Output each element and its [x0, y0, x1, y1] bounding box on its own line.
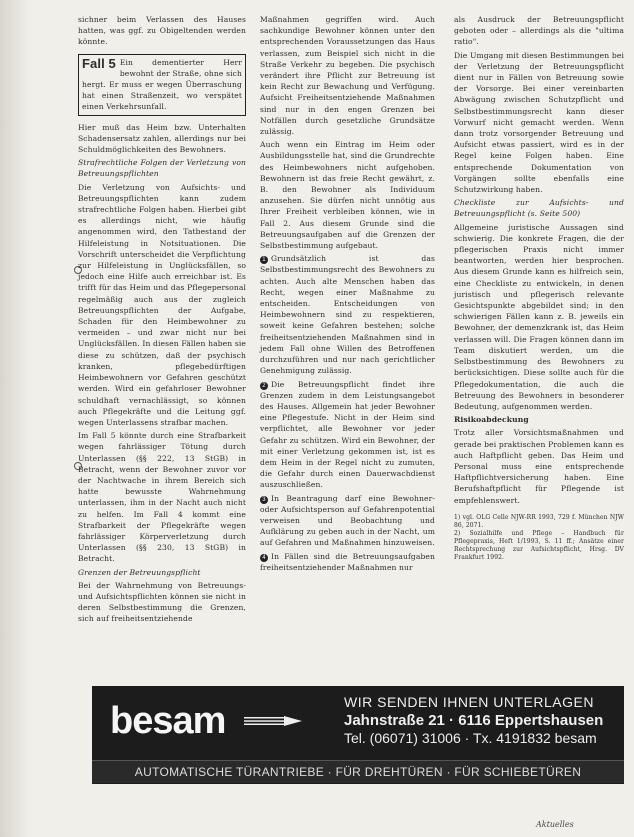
logo-arrow-icon — [244, 716, 304, 726]
case-5-text: Ein dementierter Herr bewohnt der Straße, ohne sich hergt. Er muss er wegen Überraschung hat einen Straßenzeit, wo verspätet einen Verkehrsunfall. — [82, 57, 242, 112]
section-heading: Strafrechtliche Folgen der Verletzung von Betreuungspflichten — [78, 158, 246, 179]
ad-headline: WIR SENDEN IHNEN UNTERLAGEN — [344, 694, 594, 710]
numbered-item-3: 3 In Beantragung darf eine Bewohner- oder Aufsichtsperson auf Gefahrenpotential verweisen und Beobachtung und Aufklärung zu geben auch in der Nacht, um auf Gefahren und Maßnahmen hinzuweisen. — [260, 493, 435, 548]
column-2 — [260, 14, 435, 575]
paragraph: als Ausdruck der Betreuungspflicht geboten oder – allerdings als die "ultima ratio". — [454, 15, 624, 47]
column-3 — [454, 14, 624, 562]
paragraph: Im Fall 5 könnte durch eine Strafbarkeit wegen fahrlässiger Tötung durch Unterlassen (§§ 222, 13 StGB) in Betracht, wenn der Bewohner zuvor vor der Nachtwache in ihrem Bereich sich hatte bewusste Wahrnehmung unterlassen, ihm in der Nacht auch nicht zu helfen. Im Fall 4 kommt eine Strafbarkeit der Pflegekräfte wegen fahrlässiger Körperverletzung durch Unterlassen (§§ 230, 13 StGB) in Betracht. — [78, 431, 246, 564]
paragraph: Die Verletzung von Aufsichts- und Betreuungspflichten kann zudem strafrechtliche Folgen haben. Hierbei gibt es allerdings nicht, wie häufig angenommen wird, den Tatbestand der Hilfeleistung in Notsituationen. Die Vorschrift unterscheidet die Verpflichtung zur Hilfeleistung in Unglücksfällen, so jedoch eine Hilfe auch erreichbar ist. Es trifft für das Heim und das Pflegepersonal regelmäßig auch aus der zugleich Betreuungspflichten der Aufgabe, Schaden für den Heimbewohner zu vermeiden – und zwar nicht nur bei Unglücksfällen. In diesen Fällen haben sie diese zu schützen, daß der psychisch kranken, pflegebedürftigen Heimbewohnern vor Gefahren geschützt werden. Wird ein gefahrloser Bewohner schuldhaft vernachlässigt, so können auch Pflegekräfte und die Leitung ggf. wegen Unterlassens strafbar machen. — [78, 182, 246, 427]
after-case-text: Hier muß das Heim bzw. Unterhalten Schadensersatz zahlen, allerdings nur bei Schuldmöglichkeiten des Bewohners. — [78, 122, 246, 155]
number-4-icon: 4 — [260, 554, 268, 562]
paragraph: Maßnahmen gegriffen wird. Auch sachkundige Bewohner können unter den entsprechenden Voraussetzungen das Haus verlassen, zum Beispiel sich nicht in die Straße Verkehr zu begeben. Die psychisch verändert ihre Pflicht zur Betreuung ist kein Recht zur Bewachung und Verfügung. Aufsicht Freiheitsentziehende Maßnahmen sind nur in den engen Grenzen bei Notfällen durch gesetzliche Grundsätze zulässig. — [260, 15, 435, 137]
column-1 — [78, 14, 246, 627]
paragraph: Bei der Wahrnehmung von Betreuungs- und Aufsichtspflichten können sie nicht in deren Selbstbestimmung die Grenzen, sich auf freiheitsentziehende — [78, 580, 246, 624]
section-heading: Risikoabdeckung — [454, 415, 529, 425]
besam-logo: besam — [110, 700, 226, 742]
continued-label: Aktuelles — [536, 820, 574, 829]
footnotes — [454, 514, 624, 562]
numbered-item-4: 4 In Fällen sind die Betreuungsaufgaben freiheitsentziehender Maßnahmen nur — [260, 551, 435, 572]
section-heading: Grenzen der Betreuungspflicht — [78, 567, 201, 577]
footnote: 2) Sozialhilfe und Pflege – Handbuch für Pflegepraxis, Heft 1/1993, S. 11 ff.; Ansätze einer Rechtsprechung zur Aufsichtspflicht, Hrsg. DV Frankfurt 1992. — [454, 529, 624, 561]
ad-tagline: AUTOMATISCHE TÜRANTRIEBE · FÜR DREHTÜREN · FÜR SCHIEBETÜREN — [92, 760, 624, 783]
paragraph: Die Umgang mit diesen Bestimmungen bei der Verletzung der Betreuungspflicht dient nur in Fällen von Betreuung sowie der Vorsorge. Bei einer vereinbarten Abwägung zwischen Schutzpflicht und Selbstbestimmungsrecht kann dieser Vorwurf nicht gemacht werden. Wenn dann trotz vorsorgender Betreuung und Aufsicht etwas passiert, wird es in der Regel keine Folgen haben. Eine entsprechende Dokumentation von Vorgängen sollte ebenfalls eine Schutzwirkung haben. — [454, 50, 624, 195]
ad-phone: Tel. (06071) 31006 · Tx. 4191832 besam — [344, 730, 597, 746]
paragraph: Allgemeine juristische Aussagen sind schwierig. Die konkrete Fragen, die der pflegerischen Praxis nicht immer beantworten, werden hier besprochen. Aus diesem Grunde kann es hilfreich sein, eine Checkliste zu entwickeln, in denen juristisch und pflegerisch relevante Gesichtspunkte abgebildet sind; in den schwierigen Fällen kann z. B. jeweils ein Bewohner, der demenzkrank ist, das Heim verlassen will. Die Fragen können dann im Team diskutiert werden, um die Selbstbestimmung des Bewohners zu berücksichtigen. Diese sollte auch für die Pflegedokumentation, die auch die Betreuung des Bewohners in besonderer Bedeutung, aufgenommen werden. — [454, 222, 624, 411]
intro-text: sichner beim Verlassen des Hauses hatten, was ggf. zu Obigeltenden werden könnte. — [78, 15, 246, 47]
case-5-box — [78, 54, 246, 116]
number-3-icon: 3 — [260, 496, 268, 504]
paragraph: Auch wenn ein Eintrag im Heim oder Ausbildungsstelle hat, sind die Grundrechte des Heimbewohners nicht aufgehoben. Bewohnern ist das freie Recht gewährt, z. B. den Bewohner als Individuum anzusehen. Sie dürfen nicht unnötig aus Ihrer Freiheit verbleiben können, wie in Fall 2. Aus diesem Grunde sind die Betreuungsaufgaben auf die Grenzen der Selbstbestimmung aufgebaut. — [260, 140, 435, 251]
number-1-icon: 1 — [260, 256, 268, 264]
numbered-item-1: 1 Grundsätzlich ist das Selbstbestimmungsrecht des Bewohners zu achten. Auch alte Menschen haben das Recht, wegen einer Maßnahme zu entscheiden. Entscheidungen von Heimbewohnern sind zu respektieren, soweit keine Gefahren bestehen; solche freiheitsentziehenden Maßnahmen sind in jedem Fall ohne Willen des Betroffenen durchzuführen und nur nach gerichtlicher Genehmigung zulässig. — [260, 254, 435, 376]
page-binding-shadow — [0, 0, 30, 837]
ad-contact — [344, 694, 614, 746]
paragraph: Trotz aller Vorsichtsmaßnahmen und gerade bei praktischen Problemen kann es auch Haftpflicht geben. Das Heim und Personal muss eine entsprechende Haftpflichtversicherung haben. Eine Berufshaftpflicht für Pflegende ist empfehlenswert. — [454, 428, 624, 505]
number-2-icon: 2 — [260, 382, 268, 390]
section-heading: Checkliste zur Aufsichts- und Betreuungspflicht (s. Seite 500) — [454, 198, 624, 219]
footnote: 1) vgl. OLG Celle NJW-RR 1993, 729 f. München NJW 86, 2071. — [454, 513, 624, 529]
numbered-item-2: 2 Die Betreuungspflicht findet ihre Grenzen zudem in dem Leistungsangebot des Hauses. Allgemein hat jeder Bewohner eine Pflegestufe. Nicht in der Heim sind verpflichtet, alle Bewohner vor jeder Gefahr zu schützen. Wird ein Bewohner, der mit einer Verletzung gekommen ist, ist es dem Heim in der Regel nicht zu zumuten, die Gefahr durch einen Dauerwachdienst auszuschließen. — [260, 379, 435, 490]
ad-address: Jahnstraße 21 · 6116 Eppertshausen — [344, 712, 604, 729]
besam-advertisement[interactable] — [92, 686, 624, 784]
case-5-title: Fall 5 — [82, 55, 116, 71]
